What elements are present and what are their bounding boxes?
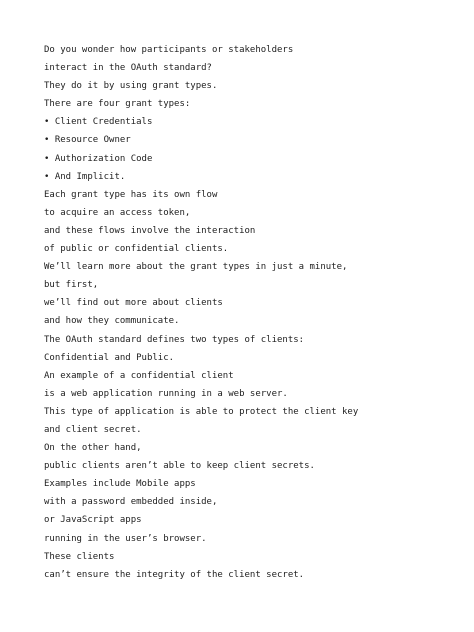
text-line: is a web application running in a web server. <box>44 388 288 399</box>
bullet-item: • Resource Owner <box>44 135 131 146</box>
text-line: These clients <box>44 551 115 562</box>
text-line: There are four grant types: <box>44 99 191 110</box>
text-line: They do it by using grant types. <box>44 81 218 92</box>
text-line: with a password embedded inside, <box>44 497 218 508</box>
text-line: we’ll find out more about clients <box>44 298 223 309</box>
text-line: but first, <box>44 280 99 291</box>
text-line: Each grant type has its own flow <box>44 189 218 200</box>
bullet-item: • Client Credentials <box>44 117 153 128</box>
text-line: public clients aren’t able to keep client secrets. <box>44 461 315 472</box>
text-line: of public or confidential clients. <box>44 244 229 255</box>
text-line: Confidential and Public. <box>44 352 175 363</box>
bullet-item: • Authorization Code <box>44 153 153 164</box>
text-line: Do you wonder how participants or stakeholders <box>44 45 294 55</box>
text-line: running in the user’s browser. <box>44 533 207 544</box>
text-line: interact in the OAuth standard? <box>44 63 212 74</box>
text-line: to acquire an access token, <box>44 207 191 218</box>
text-line: and client secret. <box>44 424 142 435</box>
text-line: An example of a confidential client <box>44 370 234 381</box>
text-line: Examples include Mobile apps <box>44 479 196 490</box>
text-line: We’ll learn more about the grant types in just a minute, <box>44 262 348 273</box>
text-line: can’t ensure the integrity of the client secret. <box>44 569 305 580</box>
text-line: On the other hand, <box>44 443 142 454</box>
text-line: and these flows involve the interaction <box>44 225 256 236</box>
bullet-item: • And Implicit. <box>44 171 126 182</box>
text-line: The OAuth standard defines two types of clients: <box>44 334 305 345</box>
text-line: and how they communicate. <box>44 316 180 327</box>
transcript-text <box>44 41 464 584</box>
text-line: or JavaScript apps <box>44 515 142 526</box>
text-line: This type of application is able to protect the client key <box>44 406 359 417</box>
